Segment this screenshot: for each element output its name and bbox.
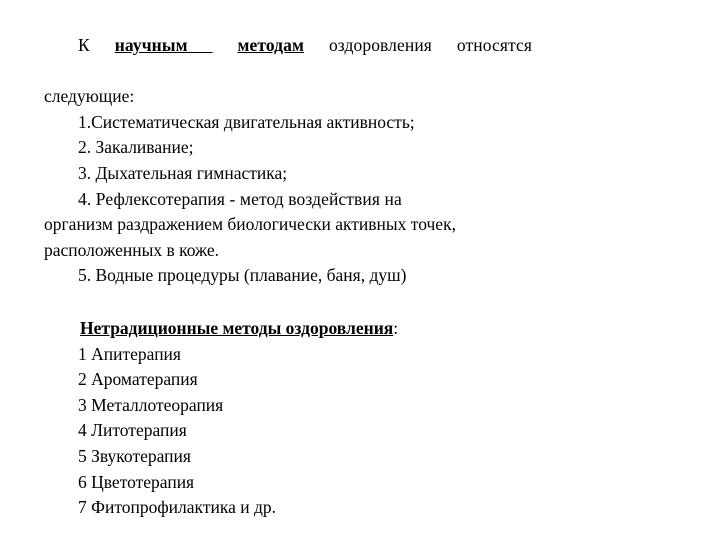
alternative-methods-section	[44, 316, 532, 521]
scientific-item-4-line-1: 4. Рефлексотерапия - метод воздействия на	[78, 188, 402, 209]
scientific-item-2: 2. Закаливание;	[78, 137, 194, 158]
alternative-methods-heading	[44, 316, 532, 342]
list-item: 1 Апитерапия	[78, 343, 181, 364]
intro-continuation-line: следующие:	[44, 86, 135, 107]
scientific-item-3: 3. Дыхательная гимнастика;	[78, 162, 288, 183]
alternative-methods-heading-colon: :	[393, 317, 399, 338]
scientific-item-4-line-2: организм раздражением биологически активных точек,	[44, 214, 456, 235]
list-item: 4 Литотерапия	[78, 420, 187, 441]
intro-paragraph	[44, 33, 532, 84]
intro-emphasis-scientific: научным	[114, 35, 188, 55]
alternative-methods-list	[44, 342, 532, 521]
list-item: 5 Звукотерапия	[78, 445, 191, 466]
list-item: 2 Ароматерапия	[78, 369, 198, 390]
document-body	[44, 33, 532, 521]
intro-emphasis-methods: методам	[237, 35, 305, 55]
list-item: 3 Металлотеорапия	[78, 394, 224, 415]
scientific-item-1: 1.Систематическая двигательная активность;	[78, 111, 415, 132]
list-item: 7 Фитопрофилактика и др.	[78, 497, 276, 518]
alternative-methods-heading-text: Нетрадиционные методы оздоровления	[80, 317, 394, 338]
intro-rest-text: оздоровления относятся	[328, 35, 532, 55]
list-item: 6 Цветотерапия	[78, 471, 195, 492]
intro-lead-word: К	[78, 35, 90, 55]
scientific-item-4-line-3: расположенных в коже.	[44, 239, 220, 260]
scientific-item-4	[44, 187, 532, 213]
scientific-item-5: 5. Водные процедуры (плавание, баня, душ)	[78, 265, 407, 286]
